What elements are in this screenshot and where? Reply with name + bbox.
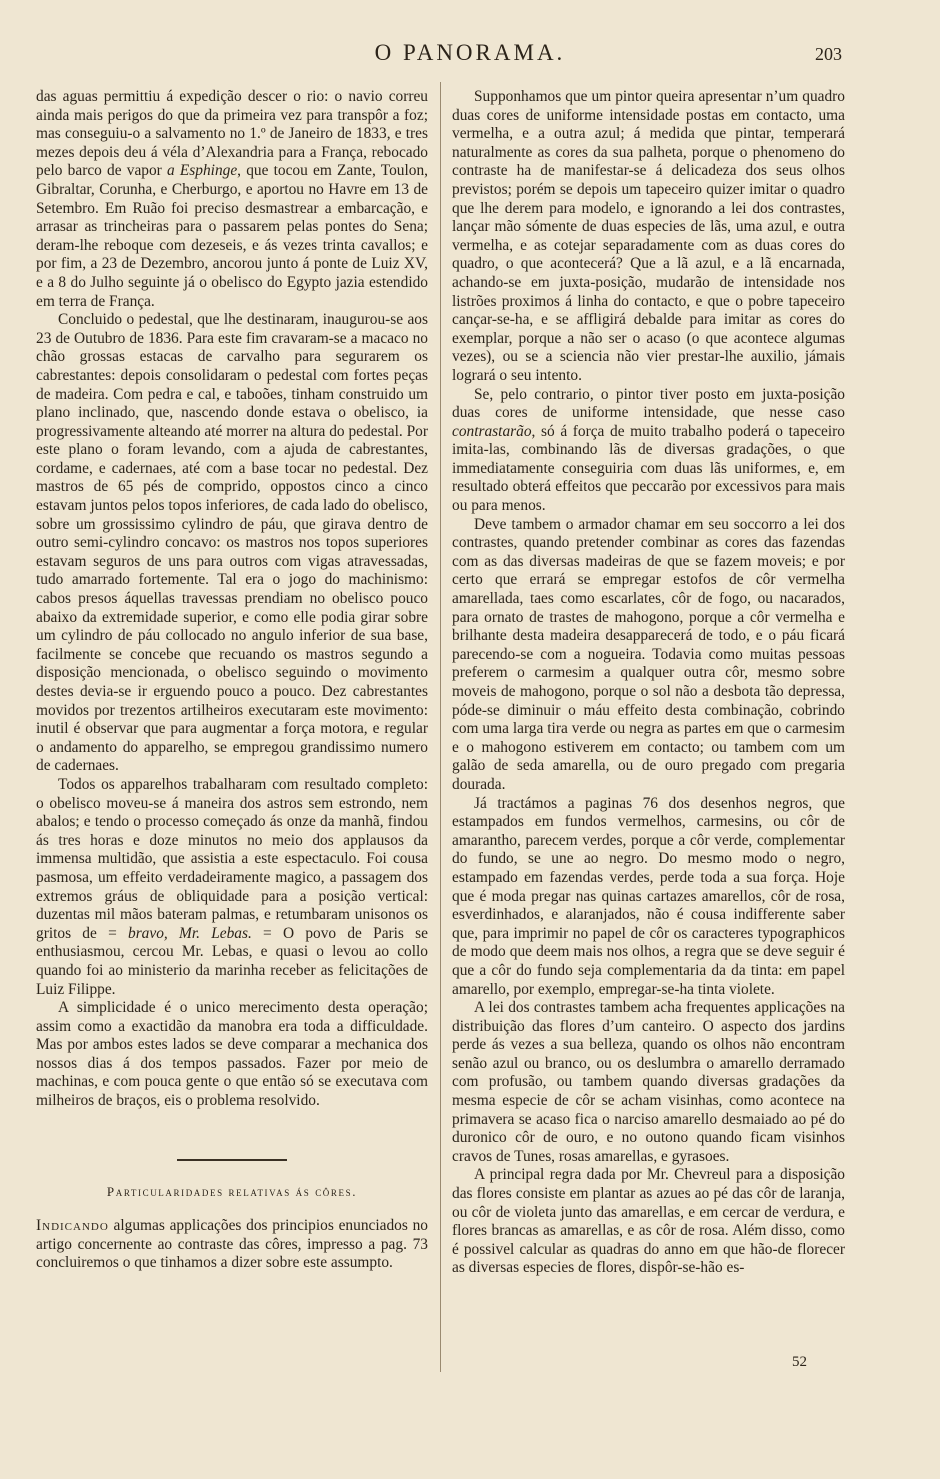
paragraph: Já tractámos a paginas 76 dos desenhos negros, que estampados em fundos vermelhos, carmesins, ou côr de amarantho, parecem verdes, porque a côr verde, complementar do fundo, se une ao negro. Do mesmo modo o negro, estampado em fazendas verdes, perde toda a sua força. Hoje que é moda pregar nas quinas cartazes amarellos, côr de rosa, esverdinhados, e alaranjados, não é cousa indifferente saber que, para imprimir no papel de côr os caracteres typographicos de modo que deem mais nos olhos, a regra que se deve seguir é que a côr do fundo seja complementaria da da tinta: em papel amarello, por exemplo, empregar-se-ha tinta violete. xyxy=(452,794,845,998)
paragraph xyxy=(36,776,428,999)
paragraph: Supponhamos que um pintor queira apresentar n’um quadro duas cores de uniforme intensidade postas em contacto, uma vermelha, e a outra azul; á medida que pintar, temperará naturalmente as cores da sua palheta, porque o phenomeno do contraste ha de manifestar-se á delicadeza dos seus olhos previstos; porém se depois um tapeceiro quizer imitar o quadro que lhe derem para modelo, e ignorando a lei dos contrastes, lançar mão sómente de duas especies de lãs, uma azul, e outra vermelha, e as cotejar separadamente com as duas cores do quadro, o que acontecerá? Que a lã azul, e a lã encarnada, achando-se em juxta-posição, mudarão de intensidade nos listrões proximos á linha do contacto, e que o pobre tapeceiro cançar-se-ha, e se affligirá debalde para imitar as cores do exemplar, porque a não ser o acaso (o que acontece algumas vezes), ou se a sciencia não vier prestar-lhe auxilio, jámais logrará o seu intento. xyxy=(452,88,845,384)
text-run: Se, pelo contrario, o pintor tiver posto em juxta-posição duas cores de uniforme intensidade, que nesse caso xyxy=(452,385,845,422)
page-number: 203 xyxy=(815,44,842,64)
page-header-title: O PANORAMA. xyxy=(374,40,566,65)
text-run: = O povo de Paris se enthusiasmou, cercou Mr. Lebas, e quasi o levou ao collo quando foi ao ministerio da marinha receber as felicitações de Luiz Filippe. xyxy=(36,924,428,998)
paragraph xyxy=(452,386,845,516)
emphasis-word: contrastarão xyxy=(452,422,532,440)
paragraph: A principal regra dada por Mr. Chevreul para a disposição das flores consiste em plantar as azues ao pé das côr de laranja, ou côr de violeta junto das amarellas, e em cercar de verdura, e flores brancas as amarellas, e as côr de rosa. Além disso, como é possivel calcular as quadras do anno em que hão-de florecer as diversas especies de flores, dispôr-se-hão es- xyxy=(452,1166,845,1277)
paragraph: Deve tambem o armador chamar em seu soccorro a lei dos contrastes, quando pretender combinar as cores das fazendas com as das diversas madeiras de que se fazem moveis; e por certo que errará se empregar estofos de côr vermelha amarellada, taes como escarlates, côr de fogo, ou nacarados, para ornato de trastes de mahogono, porque a côr vermelha e brilhante desta madeira desapparecerá de todo, e o páu ficará parecendo-se com a nogueira. Todavia como muitas pessoas preferem o carmesim a qualquer outra côr, mesmo sobre moveis de mahogono, porque o sol não a desbota tão depressa, póde-se diminuir o máu effeito desta combinação, cobrindo com uma larga tira verde ou negra as partes em que o carmesim e o mahogono estiverem em contacto; ou tambem com um galão de seda amarella, ou de ouro pregado com pregaria dourada. xyxy=(452,515,845,793)
text-run: , que tocou em Zante, Toulon, Gibraltar, Corunha, e Cherburgo, e aportou no Havre em 13 de Setembro. Em Ruão foi preciso desmastrear a embarcação, e arrasar as trincheiras para o passarem pelas pontes do Sena; deram-lhe reboque com dezeseis, e ás vezes trinta cavallos; e por fim, a 23 de Dezembro, ancorou junto á ponte de Luiz XV, e a 8 do Julho seguinte já o obelisco do Egypto jazia estendido em terra de França. xyxy=(36,162,429,310)
emphasis-cheer: bravo, Mr. Lebas. xyxy=(128,924,252,942)
text-run: das aguas permittiu á expedição descer o rio: o navio correu ainda mais perigos do que da primeira vez para transpôr a foz; mas conseguiu-o a salvamento no 1.º de Janeiro de 1833, e tres mezes depois deu á véla d’Alexandria para a França, rebocado pelo barco de vapor xyxy=(36,88,428,180)
lead-word: Indicando xyxy=(36,1217,109,1235)
printer-signature-mark: 52 xyxy=(792,1354,807,1370)
section-separator xyxy=(177,1159,287,1161)
paragraph: Concluido o pedestal, que lhe destinaram, inaugurou-se aos 23 de Outubro de 1836. Para este fim cravaram-se a macaco no chão grossas estacas de carvalho para segurarem os cabrestantes: depois consolidaram o pedestal com fortes peças de madeira. Com pedra e cal, e taboões, tinham construido um plano inclinado, que, nascendo donde estava o obelisco, ia progressivamente alteando até morrer na altura do pedestal. Por este plano o foram levando, com a ajuda de cabrestantes, cordame, e cadernaes, até com a base tocar no pedestal. Dez mastros de 65 pés de comprido, oppostos cinco a cinco estavam juntos pelos topos inferiores, de cada lado do obelisco, sobre um grossissimo cylindro de páu, que girava dentro de outro semi-cylindro concavo: os mastros nos topos superiores estavam seguros de uns para outros com vigas atravessadas, tudo amarrado fortemente. Tal era o jogo do machinismo: cabos presos áquellas travessas prendiam no obelisco pouco abaixo da extremidade superior, e como elle podia girar sobre um cylindro de páu collocado no angulo inferior de sua base, facilmente se concebe que recuando os mastros segundo a disposição mencionada, o obelisco seguindo o movimento destes devia-se ir erguendo pouco a pouco. Dez cabrestantes movidos por trezentos artilheiros executaram este movimento: inutil é observar que para augmentar a força motora, e regular o andamento do apparelho, se empregou grandissimo numero de cadernaes. xyxy=(36,311,428,775)
text-run: algumas applicações dos principios enunciados no artigo concernente ao contraste das côres, impresso a pag. 73 concluiremos o que tinhamos a dizer sobre este assumpto. xyxy=(36,1217,428,1272)
column-divider xyxy=(440,82,441,1372)
section-title: Particularidades relativas ás côres. xyxy=(106,1183,358,1199)
left-column xyxy=(36,88,428,1273)
text-run: Todos os apparelhos trabalharam com resultado completo: o obelisco moveu-se á maneira dos astros sem estrondo, nem abalos; e tendo o processo começado ás onze da manhã, findou ás tres horas e doze minutos no meio dos applausos da immensa multidão, que assistia a este espectaculo. Foi cousa pasmosa, um effeito verdadeiramente magico, a passagem dos extremos gráus de obliquidade para a posição vertical: duzentas mil mãos bateram palmas, e retumbaram unisonos os gritos de = xyxy=(36,775,428,942)
paragraph: A lei dos contrastes tambem acha frequentes applicações na distribuição das flores d’um canteiro. O aspecto dos jardins perde ás vezes a sua belleza, quando os olhos não encontram senão azul ou branco, ou os deslumbra o amarello derramado com profusão, ou tambem quando diversas gradações da mesma especie de côr se acham visinhas, como acontece na primavera se acaso fica o narciso amarello desmaiado ao pé do duronico côr de ouro, e no outono quando ficam visinhos cravos de Tunes, rosas amarellas, e gyrasoes. xyxy=(452,999,845,1165)
paragraph xyxy=(36,1217,428,1273)
text-run: , só á força de muito trabalho poderá o tapeceiro imita-las, combinando lãs de diversas gradações, o que immediatamente conseguiria com duas lãs uniformes, e, em resultado obterá effeitos que peccarão por excessivos para mais ou para menos. xyxy=(452,422,845,515)
emphasis-ship-name: a Esphinge xyxy=(167,162,238,180)
right-column xyxy=(452,88,845,1278)
paragraph xyxy=(36,88,428,311)
paragraph: A simplicidade é o unico merecimento desta operação; assim como a exactidão da manobra era toda a difficuldade. Mas por ambos estes lados se deve comparar a mechanica dos nossos dias á dos tempos passados. Fazer por meio de machinas, e com pouca gente o que então só se executava com milheiros de braços, eis o problema resolvido. xyxy=(36,999,428,1110)
